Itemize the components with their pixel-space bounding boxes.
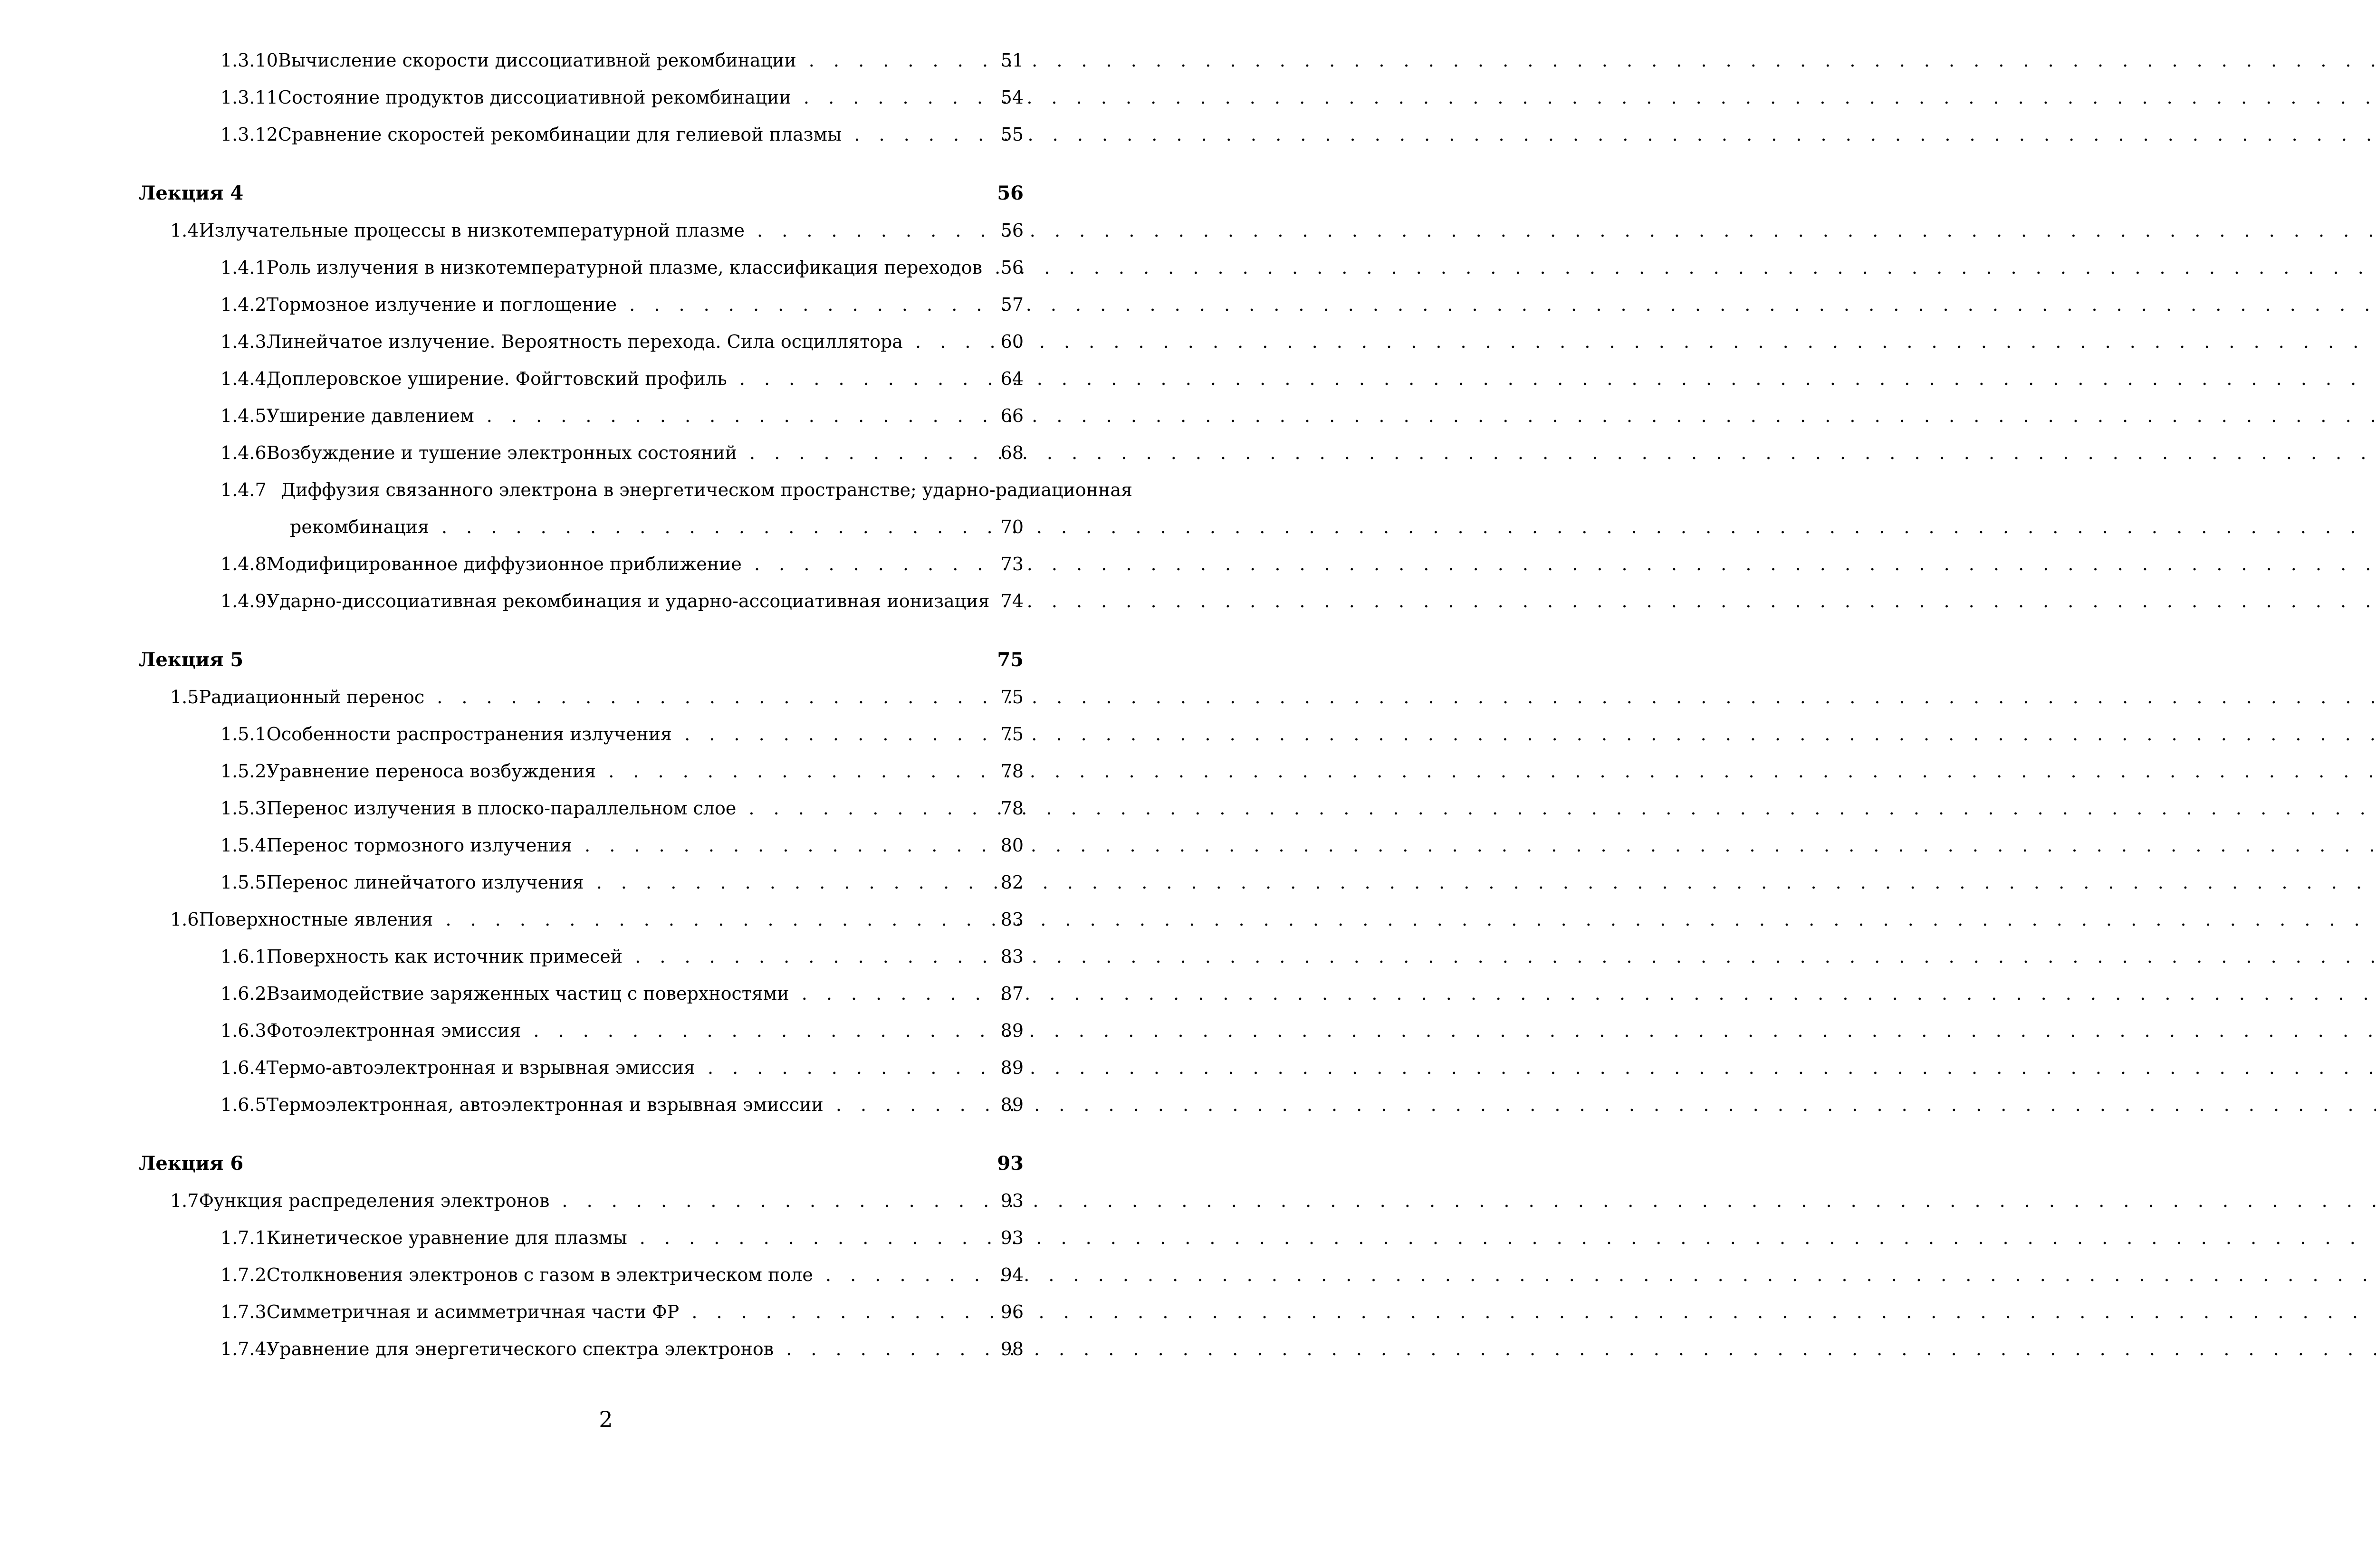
entry-number: 1.4.7 <box>220 479 267 500</box>
lecture-page: 93 <box>997 1152 1024 1175</box>
entry-page: 89 <box>1000 1020 1024 1041</box>
entry-page: 64 <box>1000 368 1024 389</box>
entry-number: 1.4.5 <box>220 405 267 426</box>
toc-entry[interactable] <box>220 119 1024 150</box>
lecture-page: 75 <box>997 649 1024 671</box>
section-title: Радиационный перенос . . . <box>199 681 976 713</box>
lecture-title: Лекция 5 <box>139 649 244 671</box>
entry-number: 1.5.2 <box>220 761 267 782</box>
entry-page: 96 <box>1000 1301 1024 1322</box>
entry-number: 1.5.1 <box>220 724 267 745</box>
entry-title: Особенности распространения излучения . . . <box>267 718 976 750</box>
entry-page: 73 <box>1000 554 1024 574</box>
entry-title-continued: рекомбинация . . . <box>290 511 976 543</box>
entry-page: 66 <box>1000 405 1024 426</box>
entry-page: 89 <box>1000 1057 1024 1078</box>
entry-title: Перенос линейчатого излучения . . . <box>267 867 976 898</box>
entry-page: 51 <box>1000 50 1024 71</box>
entry-number: 1.4.6 <box>220 442 267 463</box>
toc-entry[interactable] <box>220 718 1024 750</box>
entry-number: 1.3.11 <box>220 87 278 108</box>
toc-entry[interactable] <box>220 363 1024 394</box>
entry-number: 1.5.3 <box>220 798 267 819</box>
toc-entry[interactable] <box>220 82 1024 113</box>
toc-section[interactable] <box>170 904 1024 935</box>
entry-number: 1.6.2 <box>220 983 267 1004</box>
entry-number: 1.4.3 <box>220 331 267 352</box>
toc-entry[interactable] <box>220 1259 1024 1291</box>
entry-number: 1.6.5 <box>220 1094 267 1115</box>
entry-title: Ударно-диссоциативная рекомбинация и ударно-ассоциативная ионизация . . . <box>267 585 976 617</box>
entry-title: Симметричная и асимметричная части ФР . . . <box>267 1296 976 1328</box>
entry-page: 75 <box>1000 724 1024 745</box>
section-number: 1.7 <box>170 1190 199 1211</box>
entry-title: Возбуждение и тушение электронных состояний . . . <box>267 437 976 468</box>
entry-number: 1.3.12 <box>220 124 278 145</box>
toc-entry[interactable] <box>220 1052 1024 1083</box>
entry-page: 78 <box>1000 761 1024 782</box>
section-number: 1.4 <box>170 220 199 241</box>
toc-entry[interactable] <box>220 1296 1024 1328</box>
toc-entry[interactable] <box>220 1015 1024 1046</box>
toc-entry[interactable] <box>220 437 1024 468</box>
entry-number: 1.7.3 <box>220 1301 267 1322</box>
entry-page: 83 <box>1000 946 1024 967</box>
section-title: Функция распределения электронов . . . <box>199 1185 976 1216</box>
entry-page: 74 <box>1000 591 1024 612</box>
entry-number: 1.5.5 <box>220 872 267 893</box>
entry-number: 1.6.4 <box>220 1057 267 1078</box>
entry-title: Перенос излучения в плоско-параллельном слое . . . <box>267 793 976 824</box>
entry-page: 55 <box>1000 124 1024 145</box>
toc-entry[interactable] <box>220 400 1024 431</box>
entry-page: 78 <box>1000 798 1024 819</box>
entry-page: 93 <box>1000 1227 1024 1248</box>
entry-number: 1.5.4 <box>220 835 267 856</box>
section-number: 1.5 <box>170 687 199 708</box>
entry-title: Термо-автоэлектронная и взрывная эмиссия . . . <box>267 1052 976 1083</box>
entry-title: Термоэлектронная, автоэлектронная и взрывная эмиссии . . . <box>267 1089 976 1120</box>
entry-title: Сравнение скоростей рекомбинации для гелиевой плазмы . . . <box>278 119 976 150</box>
entry-number: 1.4.8 <box>220 554 267 574</box>
entry-title: Уравнение переноса возбуждения . . . <box>267 755 976 787</box>
entry-page: 68 <box>1000 442 1024 463</box>
lecture-title: Лекция 4 <box>139 182 244 204</box>
toc-entry[interactable] <box>220 793 1024 824</box>
section-page: 93 <box>1000 1190 1024 1211</box>
entry-page: 57 <box>1000 294 1024 315</box>
entry-title: Уширение давлением . . . <box>267 400 976 431</box>
lecture-heading[interactable] <box>139 1148 1024 1179</box>
entry-number: 1.3.10 <box>220 50 278 71</box>
entry-title: Доплеровское уширение. Фойгтовский профиль . . . <box>267 363 976 394</box>
entry-title: Поверхность как источник примесей . . . <box>267 941 976 972</box>
entry-title: Фотоэлектронная эмиссия . . . <box>267 1015 976 1046</box>
entry-number: 1.7.2 <box>220 1264 267 1285</box>
section-title: Поверхностные явления . . . <box>199 904 976 935</box>
entry-title: Роль излучения в низкотемпературной плазме, классификация переходов . . . <box>267 252 976 283</box>
toc-entry[interactable] <box>220 755 1024 787</box>
lecture-title: Лекция 6 <box>139 1152 244 1175</box>
entry-title: Кинетическое уравнение для плазмы . . . <box>267 1222 976 1253</box>
toc-entry[interactable] <box>220 548 1024 580</box>
toc-entry[interactable] <box>220 830 1024 861</box>
entry-page: 82 <box>1000 872 1024 893</box>
toc-entry[interactable] <box>220 585 1024 617</box>
entry-page: 89 <box>1000 1094 1024 1115</box>
entry-page: 56 <box>1000 257 1024 278</box>
entry-number: 1.4.9 <box>220 591 267 612</box>
toc-entry[interactable] <box>220 326 1024 357</box>
section-title: Излучательные процессы в низкотемпературной плазме . . . <box>199 215 976 246</box>
entry-page: 80 <box>1000 835 1024 856</box>
toc-section[interactable] <box>170 215 1024 246</box>
toc-entry[interactable] <box>220 1333 1024 1365</box>
toc-entry-continuation[interactable] <box>290 511 1024 543</box>
entry-title: Уравнение для энергетического спектра электронов . . . <box>267 1333 976 1365</box>
section-page: 56 <box>1000 220 1024 241</box>
toc-section[interactable] <box>170 1185 1024 1216</box>
toc-entry[interactable] <box>220 1222 1024 1253</box>
entry-page: 98 <box>1000 1339 1024 1359</box>
entry-page: 54 <box>1000 87 1024 108</box>
toc-entry[interactable] <box>220 252 1024 283</box>
entry-number: 1.6.3 <box>220 1020 267 1041</box>
entry-title: Тормозное излучение и поглощение . . . <box>267 289 976 320</box>
toc-entry[interactable] <box>220 941 1024 972</box>
toc-entry[interactable] <box>220 978 1024 1009</box>
entry-page: 60 <box>1000 331 1024 352</box>
toc-entry[interactable] <box>220 474 1132 506</box>
entry-title: Модифицированное диффузионное приближение . . . <box>267 548 976 580</box>
section-page: 75 <box>1000 687 1024 708</box>
entry-title: Состояние продуктов диссоциативной рекомбинации . . . <box>278 82 976 113</box>
toc-entry[interactable] <box>220 1089 1024 1120</box>
entry-title: Линейчатое излучение. Вероятность перехода. Сила осциллятора . . . <box>267 326 976 357</box>
entry-number: 1.7.1 <box>220 1227 267 1248</box>
entry-number: 1.4.1 <box>220 257 267 278</box>
toc-entry[interactable] <box>220 289 1024 320</box>
toc-entry[interactable] <box>220 45 1024 76</box>
section-number: 1.6 <box>170 909 199 930</box>
toc-entry[interactable] <box>220 867 1024 898</box>
entry-title: Перенос тормозного излучения . . . <box>267 830 976 861</box>
entry-title: Вычисление скорости диссоциативной рекомбинации . . . <box>278 45 976 76</box>
entry-number: 1.6.1 <box>220 946 267 967</box>
entry-number: 1.4.4 <box>220 368 267 389</box>
section-page: 83 <box>1000 909 1024 930</box>
lecture-heading[interactable] <box>139 178 1024 209</box>
lecture-heading[interactable] <box>139 644 1024 676</box>
entry-title: Столкновения электронов с газом в электрическом поле . . . <box>267 1259 976 1291</box>
entry-page: 87 <box>1000 983 1024 1004</box>
entry-page: 94 <box>1000 1264 1024 1285</box>
lecture-page: 56 <box>997 182 1024 204</box>
entry-title: Взаимодействие заряженных частиц с поверхностями . . . <box>267 978 976 1009</box>
toc-section[interactable] <box>170 681 1024 713</box>
entry-page: 70 <box>1000 516 1024 537</box>
entry-number: 1.4.2 <box>220 294 267 315</box>
page-number: 2 <box>599 1406 613 1432</box>
entry-title: Диффузия связанного электрона в энергетическом пространстве; ударно-радиационная <box>281 479 1132 500</box>
entry-number: 1.7.4 <box>220 1339 267 1359</box>
